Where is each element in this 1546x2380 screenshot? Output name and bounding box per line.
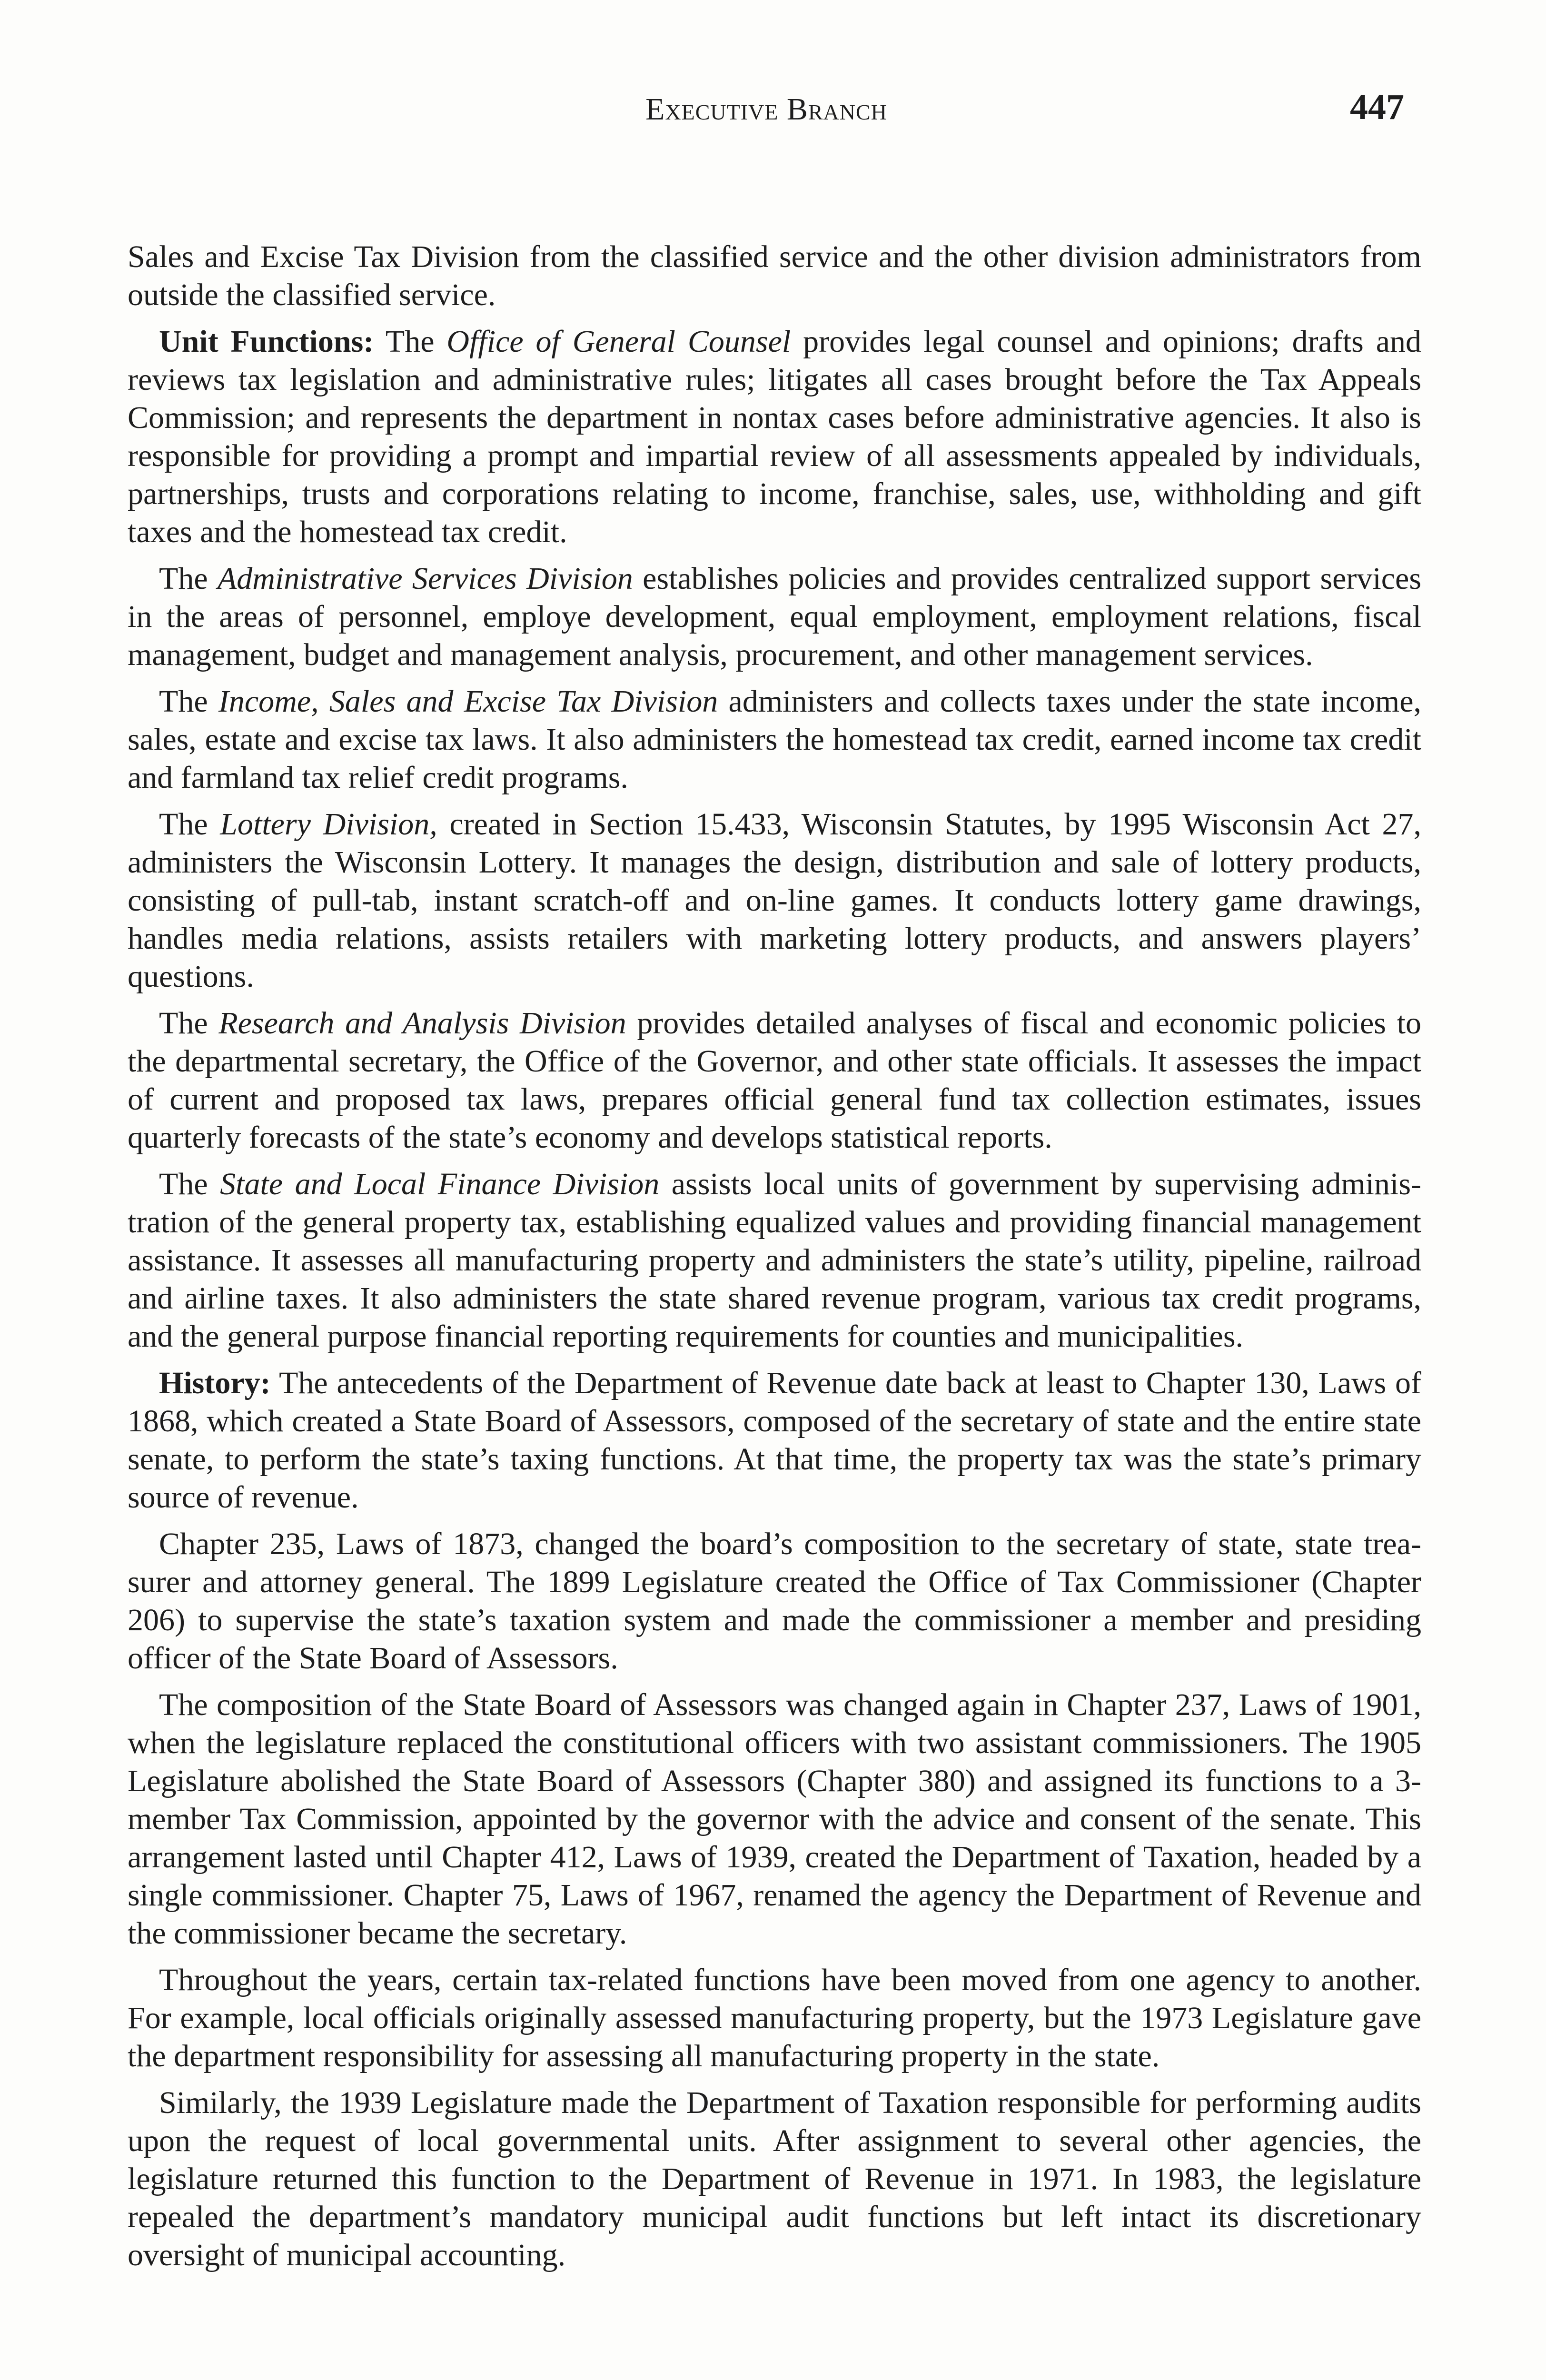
section-label-unit-functions: Unit Functions: bbox=[159, 324, 374, 359]
paragraph-text: Similarly, the 1939 Legislature made the Department of Taxation responsible for performing audits upon the request of local governmental units. After assignment to several other agencies, the legislature returned this function to the Department of Revenue in 1971. In 1983, the legislature repealed the department’s mandatory municipal audit functions but left intact its discretionary oversight of municipal accounting. bbox=[128, 2085, 1421, 2272]
paragraph-text: created in Section 15.433, Wisconsin Statutes, by 1995 Wisconsin Act 27, administers the Wisconsin Lottery. It manages the design, distribution and sale of lottery products, consisting of pull-tab, instant scratch-off and on-line games. It conducts lottery game drawings, handles media relations, assists retailers with marketing lottery products, and answers players’ questions. bbox=[128, 807, 1422, 994]
running-head: Executive Branch bbox=[645, 92, 887, 127]
paragraph-text: administers and collects taxes under the state income, sales, estate and excise tax laws. It also administers the homestead tax credit, earned income tax credit and farmland tax relief credit programs. bbox=[128, 684, 1421, 795]
unit-name-income-sales-excise: Income, Sales and Excise Tax Division bbox=[218, 684, 718, 719]
paragraph-chapter-235 bbox=[128, 1525, 1421, 1677]
paragraph-audits bbox=[128, 2084, 1421, 2274]
paragraph-state-local-finance bbox=[128, 1165, 1421, 1356]
paragraph-text: provides legal counsel and opinions; drafts and reviews tax legislation and administrative rules; litigates all cases brought before the Tax Appeals Commission; and represents the department in nontax cases before administrative agencies. It also is responsible for providing a prompt and impartial review of all assessments appealed by individuals, partnerships, trusts and corporations relating to income, franchise, sales, use, withholding and gift taxes and the homestead tax credit. bbox=[128, 324, 1422, 549]
paragraph-text: The antecedents of the Department of Revenue date back at least to Chapter 130, Laws of 1868, which created a State Board of Assessors, composed of the secretary of state and the entire state senate, to perform the state’s taxing functions. At that time, the property tax was the state’s primary source of revenue. bbox=[128, 1366, 1421, 1515]
unit-name-state-local-finance: State and Local Finance Division bbox=[220, 1167, 660, 1201]
paragraph-history bbox=[128, 1364, 1421, 1517]
paragraph-research-analysis bbox=[128, 1004, 1421, 1157]
paragraph-lottery bbox=[128, 805, 1421, 996]
page-number: 447 bbox=[1350, 87, 1404, 127]
paragraph-lead: The bbox=[374, 324, 447, 359]
paragraph-text: provides detailed analyses of fiscal and economic policies to the departmental secretary, the Office of the Governor, and other state officials. It assesses the impact of current and proposed tax laws, prepares official general fund tax collection estimates, issues quarterly forecasts of the state’s economy and develops statistical reports. bbox=[128, 1006, 1422, 1155]
paragraph-board-composition bbox=[128, 1686, 1421, 1953]
unit-name-lottery: Lottery Division, bbox=[220, 807, 437, 842]
body-text bbox=[128, 238, 1421, 2283]
section-label-history: History: bbox=[159, 1366, 271, 1400]
paragraph-text: The composition of the State Board of Assessors was changed again in Chapter 237, Laws of 1901, when the legislature replaced the constitutional officers with two assistant commissioners. The 1905 Legislature abolished the State Board of Assessors (Chapter 380) and assigned its functions to a 3-member Tax Commission, appointed by the governor with the advice and consent of the senate. This arrangement lasted until Chapter 412, Laws of 1939, created the Department of Taxation, headed by a single commissioner. Chapter 75, Laws of 1967, renamed the agency the Department of Revenue and the commissioner became the secretary. bbox=[128, 1687, 1421, 1951]
paragraph-text: Sales and Excise Tax Division from the classified service and the other division administrators from outside the classified service. bbox=[128, 239, 1421, 312]
paragraph-text: assists local units of government by supervising administration of the general property tax, establishing equalized values and providing financial management assistance. It assesses all manufacturing property and administers the state’s utility, pipeline, railroad and airline taxes. It also administers the state shared revenue program, various tax credit programs, and the general purpose financial reporting requirements for counties and municipalities. bbox=[128, 1167, 1422, 1354]
paragraph-income-sales-excise bbox=[128, 683, 1421, 797]
paragraph-lead: The bbox=[159, 684, 218, 719]
paragraph-text: Chapter 235, Laws of 1873, changed the board’s composition to the secretary of state, state treasurer and attorney general. The 1899 Legislature created the Office of Tax Commissioner (Chapter 206) to supervise the state’s taxation system and made the commissioner a member and presiding officer of the State Board of Assessors. bbox=[128, 1527, 1421, 1676]
paragraph-unit-functions bbox=[128, 323, 1421, 551]
paragraph-continuation bbox=[128, 238, 1421, 314]
paragraph-text: Throughout the years, certain tax-related functions have been moved from one agency to another. For example, local officials originally assessed manufacturing property, but the 1973 Legislature gave the department responsibility for assessing all manufacturing property in the state. bbox=[128, 1963, 1421, 2073]
paragraph-lead: The bbox=[159, 807, 220, 842]
paragraph-text: establishes policies and provides centralized support services in the areas of personnel, employe development, equal employment, employment relations, fiscal management, budget and management analysis, procurement, and other management services. bbox=[128, 561, 1422, 672]
paragraph-lead: The bbox=[159, 1167, 220, 1201]
unit-name-administrative-services: Administrative Services Division bbox=[217, 561, 633, 596]
paragraph-functions-moved bbox=[128, 1961, 1421, 2075]
paragraph-administrative-services bbox=[128, 560, 1421, 674]
paragraph-lead: The bbox=[159, 561, 218, 596]
paragraph-lead: The bbox=[159, 1006, 219, 1041]
unit-name-general-counsel: Office of General Counsel bbox=[446, 324, 791, 359]
unit-name-research-analysis: Research and Analysis Division bbox=[218, 1006, 626, 1041]
